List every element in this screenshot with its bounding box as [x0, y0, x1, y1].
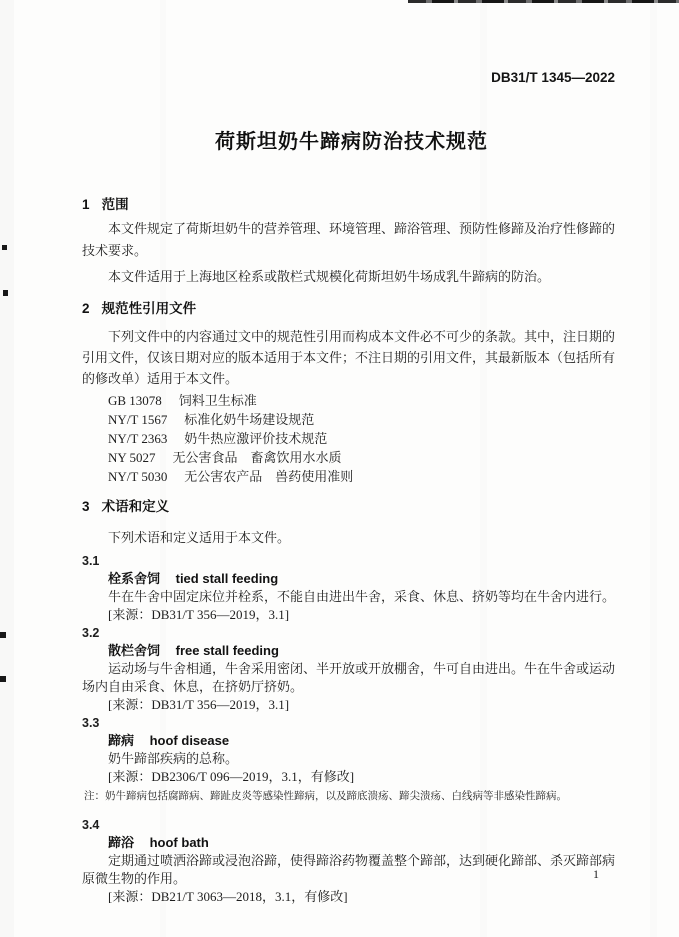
reference-title: 饲料卫生标准	[178, 393, 257, 408]
reference-item	[108, 448, 621, 467]
normative-references-intro: 下列文件中的内容通过文中的规范性引用而构成本文件必不可少的条款。其中，注日期的引用文件，仅该日期对应的版本适用于本文件；不注日期的引用文件，其最新版本（包括所有的修改单）适用于本文件。	[82, 329, 616, 386]
term-name-en: tied stall feeding	[175, 571, 279, 586]
reference-title: 标准化奶牛场建设规范	[184, 412, 315, 427]
section-title: 规范性引用文件	[101, 301, 197, 316]
scope-paragraph-2: 本文件适用于上海地区栓系或散栏式规模化荷斯坦奶牛场成乳牛蹄病的防治。	[108, 269, 551, 284]
term-name-en: hoof disease	[149, 733, 230, 748]
section-1-heading	[82, 196, 621, 214]
binding-mark	[0, 632, 6, 638]
term-name	[82, 570, 621, 588]
term-name	[82, 834, 621, 852]
term-source: [来源：DB31/T 356—2019，3.1]	[108, 697, 290, 712]
binding-mark	[3, 290, 8, 296]
reference-title: 无公害食品 畜禽饮用水水质	[172, 450, 342, 465]
term-number: 3.1	[82, 554, 100, 568]
terms-intro: 下列术语和定义适用于本文件。	[108, 530, 291, 545]
term-number: 3.2	[82, 626, 100, 640]
term-name	[82, 732, 621, 750]
term-source: [来源：DB31/T 356—2019，3.1]	[108, 607, 290, 622]
term-name-zh: 栓系舍饲	[108, 571, 161, 586]
page-number: 1	[593, 867, 599, 881]
term-entry-3-3	[82, 714, 621, 805]
term-definition: 运动场与牛舍相通，牛舍采用密闭、半开放或开放棚舍，牛可自由进出。牛在牛舍或运动场内自由采食、休息，在挤奶厅挤奶。	[82, 661, 616, 694]
term-definition: 定期通过喷洒浴蹄或浸泡浴蹄，使得蹄浴药物覆盖整个蹄部，达到硬化蹄部、杀灭蹄部病原微生物的作用。	[82, 853, 616, 886]
binding-mark	[2, 245, 7, 250]
term-number: 3.3	[82, 716, 100, 730]
term-definition: 牛在牛舍中固定床位并栓系，不能自由进出牛舍，采食、休息、挤奶等均在牛舍内进行。	[108, 589, 616, 604]
document-body	[82, 188, 621, 906]
section-number: 2	[82, 301, 90, 316]
section-3-heading	[82, 498, 621, 516]
term-entry-3-4	[82, 816, 621, 906]
scope-paragraph-1: 本文件规定了荷斯坦奶牛的营养管理、环境管理、蹄浴管理、预防性修蹄及治疗性修蹄的技术要求。	[82, 221, 616, 258]
term-name-zh: 蹄病	[108, 733, 135, 748]
term-name-en: free stall feeding	[175, 643, 279, 658]
reference-title: 奶牛热应激评价技术规范	[184, 431, 328, 446]
term-source: [来源：DB2306/T 096—2019，3.1，有修改]	[108, 769, 355, 784]
standard-code: DB31/T 1345—2022	[491, 70, 615, 85]
term-name-en: hoof bath	[149, 835, 209, 850]
term-number: 3.4	[82, 818, 100, 832]
term-entry-3-1	[82, 552, 621, 624]
term-name	[82, 642, 621, 660]
term-definition: 奶牛蹄部疾病的总称。	[108, 751, 239, 766]
reference-code: NY/T 5030	[108, 469, 168, 484]
term-source: [来源：DB21/T 3063—2018，3.1，有修改]	[108, 889, 348, 904]
document-title: 荷斯坦奶牛蹄病防治技术规范	[215, 131, 488, 153]
reference-item	[108, 429, 621, 448]
terms-list	[82, 552, 621, 906]
reference-code: NY 5027	[108, 450, 156, 465]
reference-code: NY/T 2363	[108, 431, 168, 446]
term-note: 注：奶牛蹄病包括腐蹄病、蹄趾皮炎等感染性蹄病，以及蹄底溃疡、蹄尖溃疡、白线病等非感染性蹄病。	[84, 791, 567, 802]
section-title: 范围	[101, 197, 129, 212]
reference-item	[108, 467, 621, 486]
term-entry-3-2	[82, 624, 621, 714]
section-2-heading	[82, 300, 621, 318]
section-number: 1	[82, 197, 90, 212]
section-title: 术语和定义	[101, 499, 170, 514]
reference-title: 无公害农产品 兽药使用准则	[184, 469, 354, 484]
reference-code: GB 13078	[108, 393, 162, 408]
term-name-zh: 散栏舍饲	[108, 643, 161, 658]
reference-list	[82, 391, 621, 486]
scan-artifact-top-line	[408, 0, 679, 3]
reference-item	[108, 391, 621, 410]
reference-item	[108, 410, 621, 429]
section-number: 3	[82, 499, 90, 514]
term-name-zh: 蹄浴	[108, 835, 135, 850]
reference-code: NY/T 1567	[108, 412, 168, 427]
binding-mark	[0, 676, 6, 682]
